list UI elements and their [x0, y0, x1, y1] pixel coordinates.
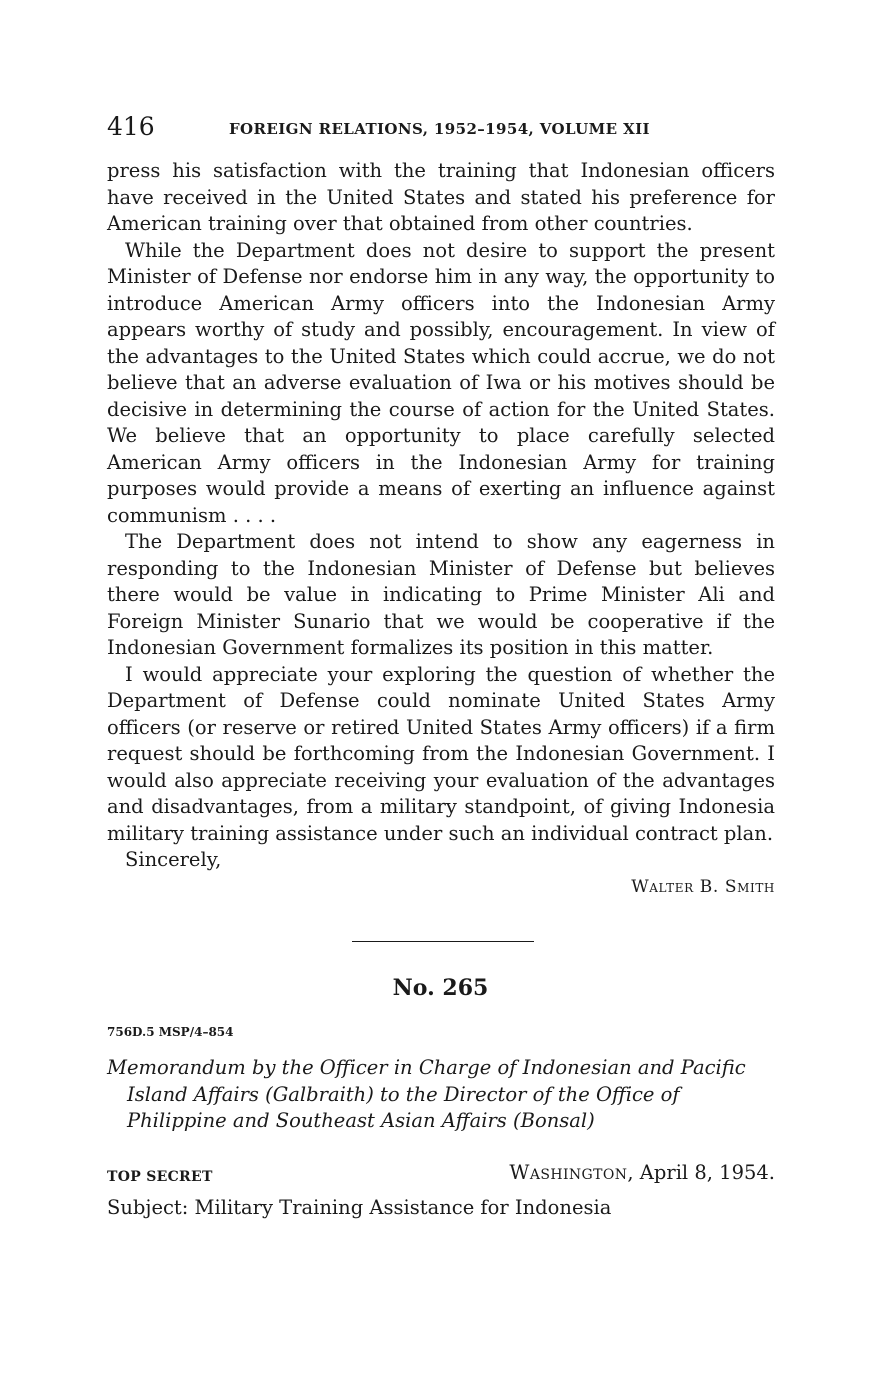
document-number: No. 265 — [392, 975, 489, 1001]
section-divider — [352, 941, 534, 942]
file-number: 756D.5 MSP/4–854 — [107, 1025, 234, 1039]
place: Washington — [509, 1161, 628, 1184]
signature: Walter B. Smith — [631, 876, 775, 897]
date: , April 8, 1954. — [627, 1161, 775, 1184]
body-paragraph: While the Department does not desire to support the present Minister of Defense nor endorse him in any way, the opportunity to introduce American Army officers into the Indonesian Army appears worthy of study and possibly, encouragement. In view of the advantages to the United States which could accrue, we do not believe that an adverse evaluation of Iwa or his motives should be decisive in determining the course of action for the United States. We believe that an opportunity to place carefully selected American Army officers in the Indonesian Army for training purposes would provide a means of exerting an influence against communism . . . . — [107, 238, 775, 527]
body-paragraph: press his satisfaction with the training that Indonesian officers have received in the United States and stated his preference for American training over that obtained from other countries. — [107, 159, 775, 235]
subject-line: Subject: Military Training Assistance for Indonesia — [107, 1196, 612, 1219]
body-paragraph: I would appreciate your exploring the question of whether the Department of Defense could nominate United States Army officers (or reserve or retired United States Army officers) if a firm request should be forthcoming from the Indonesian Government. I would also appreciate receiving your evaluation of the advantages and disadvantages, from a military standpoint, of giving Indonesia military training assistance under such an individual contract plan. — [107, 662, 775, 845]
classification-label: TOP SECRET — [107, 1169, 213, 1185]
letter-body — [107, 158, 775, 900]
running-head — [107, 112, 775, 146]
body-paragraph: The Department does not intend to show any eagerness in responding to the Indonesian Minister of Defense but believes there would be value in indicating to Prime Minister Ali and Foreign Minister Sunario that we would be cooperative if the Indonesian Government formalizes its position in this matter. — [107, 530, 775, 659]
page-number: 416 — [107, 112, 155, 141]
closing: Sincerely, — [125, 848, 222, 871]
running-title: FOREIGN RELATIONS, 1952–1954, VOLUME XII — [229, 120, 650, 138]
memo-heading: Memorandum by the Officer in Charge of Indonesian and Pacific Island Affairs (Galbraith) to the Director of the Office of Philippine and Southeast Asian Affairs (Bonsal) — [107, 1056, 746, 1132]
place-date — [509, 1161, 775, 1184]
